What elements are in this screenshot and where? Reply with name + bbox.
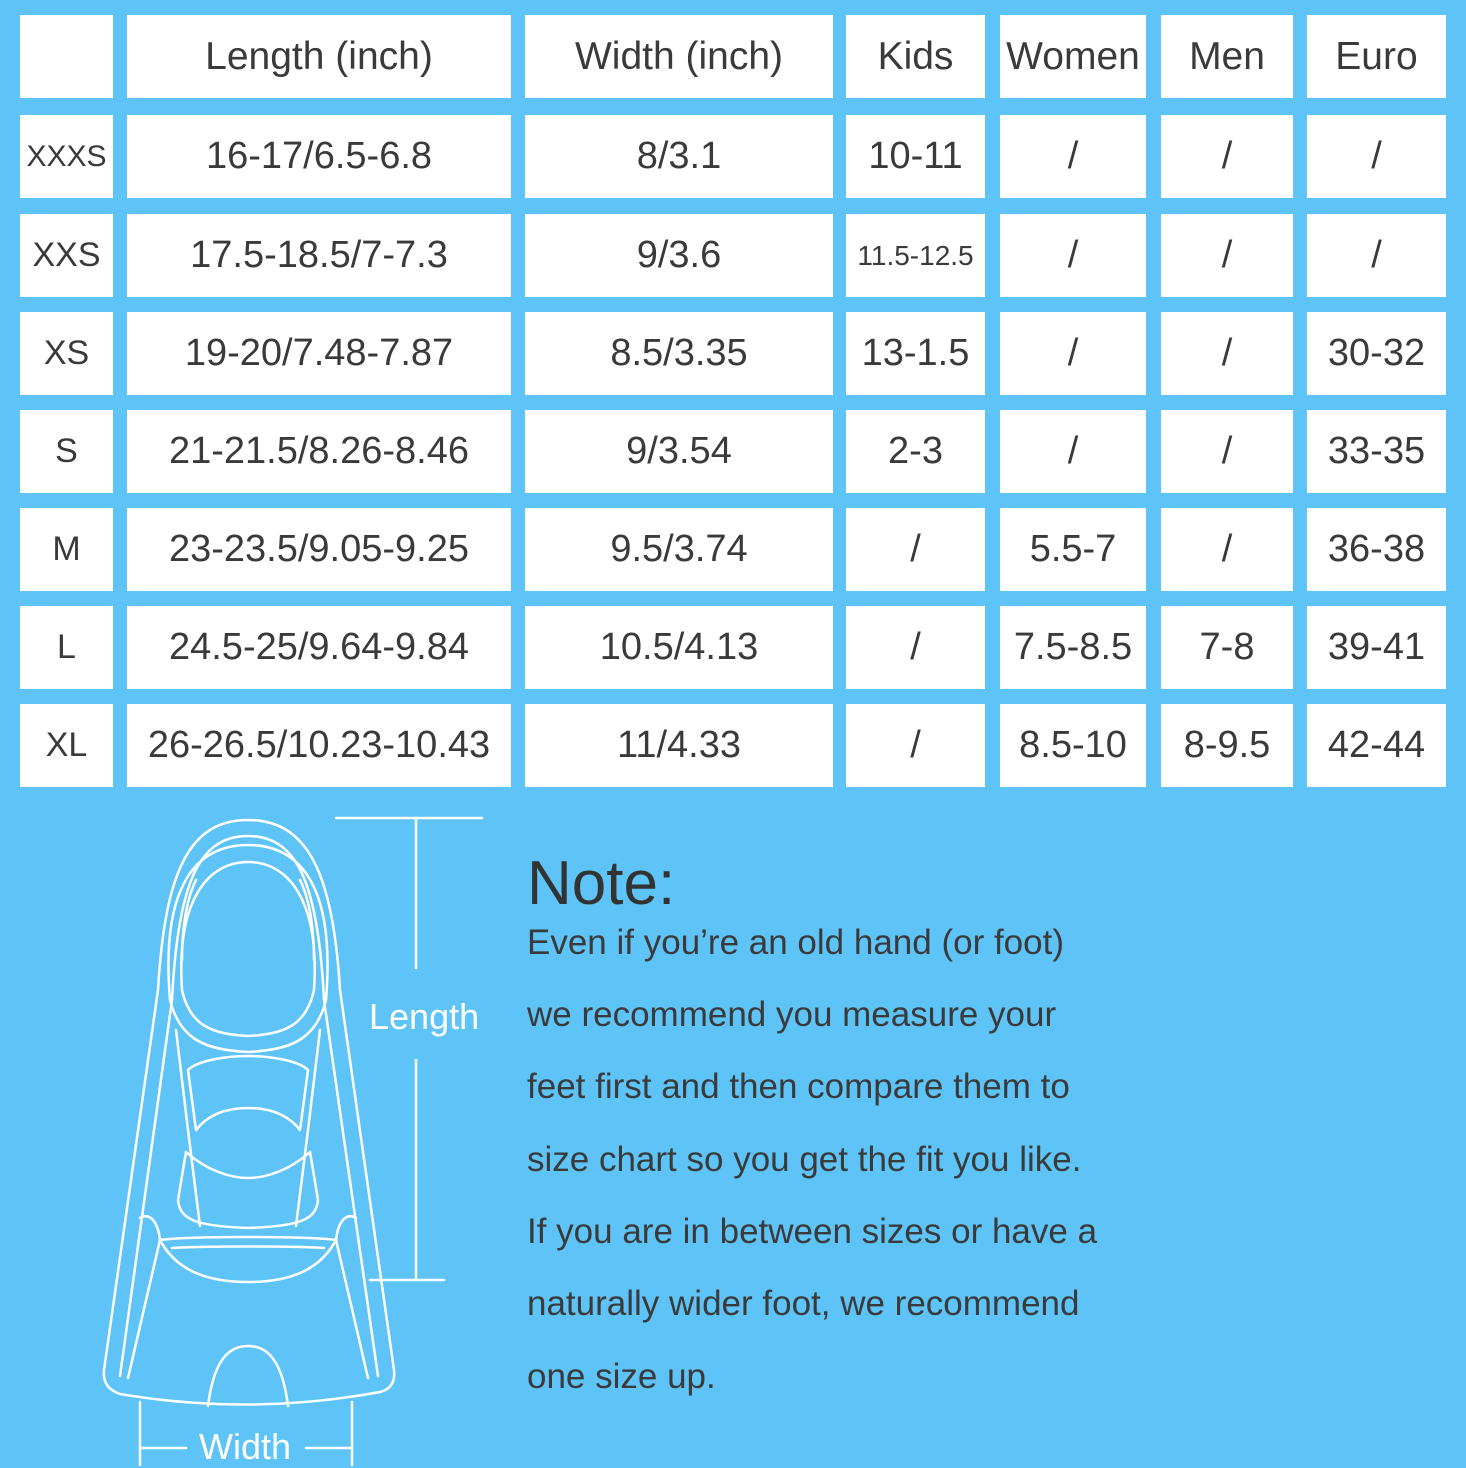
table-cell-length: 16-17/6.5-6.8: [127, 115, 511, 198]
table-cell-length: 26-26.5/10.23-10.43: [127, 704, 511, 787]
fin-upper-window: [188, 1056, 308, 1130]
table-cell-width: 8/3.1: [525, 115, 833, 198]
table-cell-women: 5.5-7: [1000, 508, 1146, 591]
fin-outer-outline: [104, 820, 394, 1405]
table-cell-size: L: [20, 606, 113, 689]
table-cell-men: /: [1161, 508, 1293, 591]
table-cell-width: 9.5/3.74: [525, 508, 833, 591]
note-line: size chart so you get the fit you like.: [527, 1140, 1082, 1179]
swim-fin-illustration: [90, 810, 510, 1466]
table-cell-size: M: [20, 508, 113, 591]
pocket-highlight-right: [300, 880, 314, 960]
heel-strap-inner: [172, 1247, 324, 1249]
table-cell-euro: /: [1307, 214, 1446, 297]
table-cell-size: XXS: [20, 214, 113, 297]
fin-rib-right: [336, 1216, 368, 1378]
table-cell-men: /: [1161, 115, 1293, 198]
header-cell-kids: Kids: [846, 15, 985, 98]
heel-strap: [160, 1237, 336, 1282]
table-cell-euro: 30-32: [1307, 312, 1446, 395]
header-cell-width: Width (inch): [525, 15, 833, 98]
table-cell-length: 17.5-18.5/7-7.3: [127, 214, 511, 297]
table-cell-euro: 36-38: [1307, 508, 1446, 591]
note-line: one size up.: [527, 1357, 716, 1396]
header-cell-euro: Euro: [1307, 15, 1446, 98]
table-cell-euro: /: [1307, 115, 1446, 198]
header-cell-men: Men: [1161, 15, 1293, 98]
table-cell-men: /: [1161, 214, 1293, 297]
table-cell-kids: 11.5-12.5: [846, 214, 985, 297]
table-cell-women: /: [1000, 410, 1146, 493]
table-cell-size: S: [20, 410, 113, 493]
length-label: Length: [369, 996, 480, 1037]
header-cell-length: Length (inch): [127, 15, 511, 98]
table-cell-euro: 39-41: [1307, 606, 1446, 689]
fin-inner-outline: [120, 836, 378, 1376]
table-cell-kids: 10-11: [846, 115, 985, 198]
table-cell-kids: /: [846, 606, 985, 689]
table-cell-width: 10.5/4.13: [525, 606, 833, 689]
table-cell-women: /: [1000, 214, 1146, 297]
note-line: naturally wider foot, we recommend: [527, 1284, 1080, 1323]
table-cell-width: 9/3.6: [525, 214, 833, 297]
note-line: feet first and then compare them to: [527, 1067, 1070, 1106]
table-cell-length: 19-20/7.48-7.87: [127, 312, 511, 395]
width-label: Width: [199, 1426, 292, 1467]
fin-rib-left: [128, 1216, 160, 1378]
table-cell-women: 8.5-10: [1000, 704, 1146, 787]
table-cell-size: XS: [20, 312, 113, 395]
table-cell-men: 7-8: [1161, 606, 1293, 689]
table-cell-width: 8.5/3.35: [525, 312, 833, 395]
table-cell-kids: /: [846, 508, 985, 591]
table-cell-size: XXXS: [20, 115, 113, 198]
table-cell-width: 9/3.54: [525, 410, 833, 493]
table-cell-women: /: [1000, 312, 1146, 395]
header-cell-women: Women: [1000, 15, 1146, 98]
table-cell-euro: 42-44: [1307, 704, 1446, 787]
note-line: we recommend you measure your: [527, 995, 1057, 1034]
table-cell-length: 24.5-25/9.64-9.84: [127, 606, 511, 689]
pocket-highlight-left: [182, 880, 196, 960]
table-cell-kids: 2-3: [846, 410, 985, 493]
table-cell-women: 7.5-8.5: [1000, 606, 1146, 689]
table-cell-size: XL: [20, 704, 113, 787]
table-cell-men: /: [1161, 312, 1293, 395]
note-line: If you are in between sizes or have a: [527, 1212, 1098, 1251]
note-title: Note:: [527, 849, 676, 918]
note-line: Even if you’re an old hand (or foot): [527, 923, 1064, 962]
table-cell-men: 8-9.5: [1161, 704, 1293, 787]
table-cell-length: 23-23.5/9.05-9.25: [127, 508, 511, 591]
table-cell-width: 11/4.33: [525, 704, 833, 787]
table-cell-men: /: [1161, 410, 1293, 493]
table-cell-kids: /: [846, 704, 985, 787]
header-cell-size: [20, 15, 113, 98]
foot-pocket-inner: [181, 862, 314, 1036]
table-cell-women: /: [1000, 115, 1146, 198]
fin-bottom-opening: [208, 1346, 288, 1406]
table-cell-length: 21-21.5/8.26-8.46: [127, 410, 511, 493]
table-cell-euro: 33-35: [1307, 410, 1446, 493]
table-cell-kids: 13-1.5: [846, 312, 985, 395]
